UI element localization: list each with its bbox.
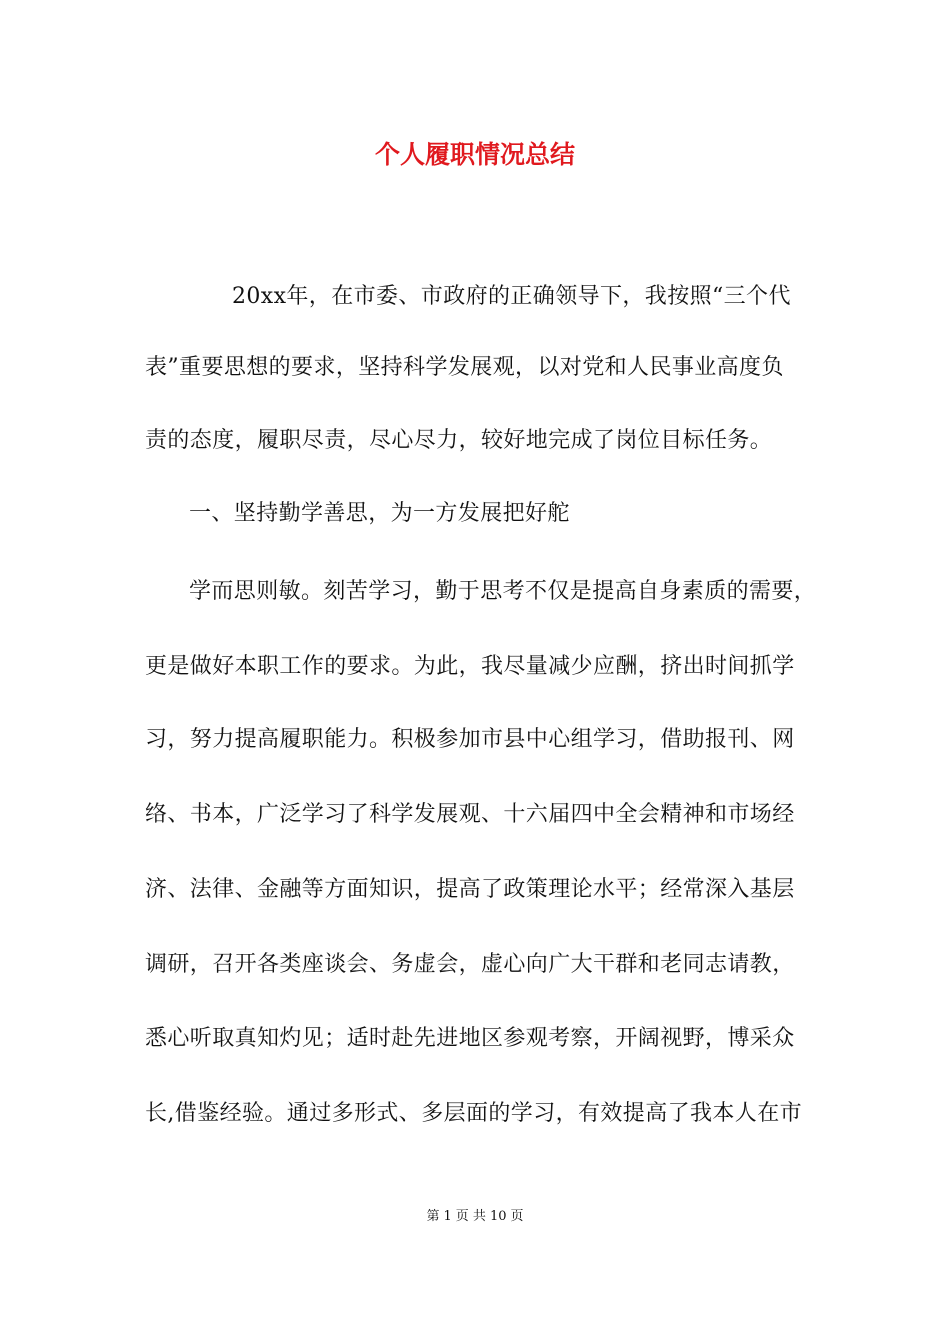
total-page-number: 10 xyxy=(489,1209,507,1224)
paragraph-line: 20xx年，在市委、市政府的正确领导下，我按照“三个代 xyxy=(232,284,791,309)
document-title: 个人履职情况总结 xyxy=(374,140,575,169)
section-heading: 一、坚持勤学善思，为一方发展把好舵 xyxy=(189,501,570,526)
paragraph-line: 习，努力提高履职能力。积极参加市县中心组学习，借助报刊、网 xyxy=(145,727,795,752)
paragraph-line: 悉心听取真知灼见；适时赴先进地区参观考察，开阔视野，博采众 xyxy=(145,1026,795,1051)
footer-middle: 页 共 xyxy=(455,1209,486,1224)
paragraph-line: 济、法律、金融等方面知识，提高了政策理论水平；经常深入基层 xyxy=(145,877,795,902)
footer-suffix: 页 xyxy=(510,1209,524,1224)
paragraph-line: 长,借鉴经验。通过多形式、多层面的学习，有效提高了我本人在市 xyxy=(145,1101,802,1126)
footer-prefix: 第 xyxy=(426,1209,440,1224)
paragraph-line: 调研，召开各类座谈会、务虚会，虚心向广大干群和老同志请教， xyxy=(145,952,795,977)
paragraph-line: 络、书本，广泛学习了科学发展观、十六届四中全会精神和市场经 xyxy=(145,802,795,827)
current-page-number: 1 xyxy=(443,1209,452,1224)
paragraph-line: 责的态度，履职尽责，尽心尽力，较好地完成了岗位目标任务。 xyxy=(145,428,773,453)
paragraph-line: 更是做好本职工作的要求。为此，我尽量减少应酬，挤出时间抓学 xyxy=(145,654,795,679)
page-footer xyxy=(0,1208,950,1226)
paragraph-line: 学而思则敏。刻苦学习，勤于思考不仅是提高自身素质的需要， xyxy=(189,579,817,604)
paragraph-line: 表”重要思想的要求，坚持科学发展观，以对党和人民事业高度负 xyxy=(145,355,784,380)
